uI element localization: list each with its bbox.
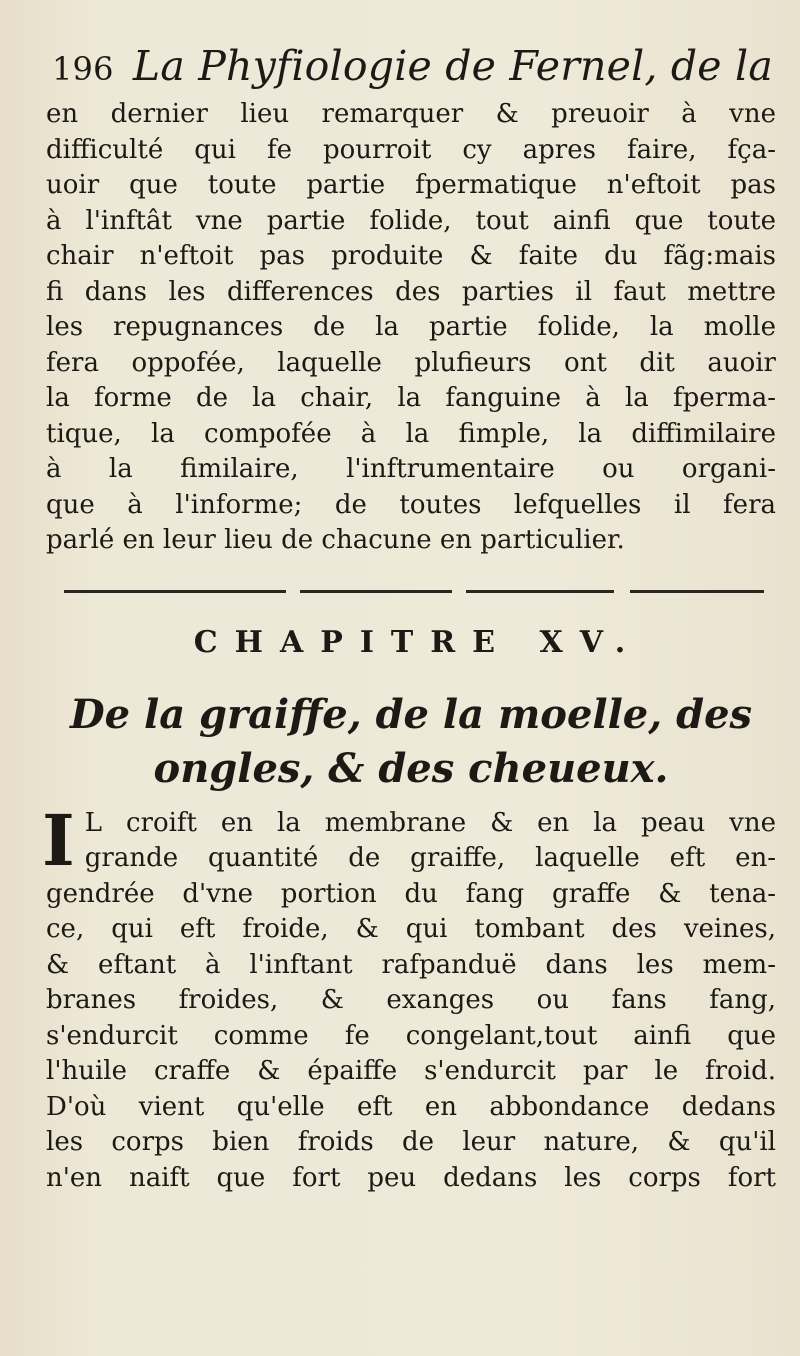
text-line: les corps bien froids de leur nature, & qu'il xyxy=(46,1127,776,1157)
text-line: n'en naift que fort peu dedans les corps fort xyxy=(46,1162,776,1193)
text-line: chair n'eftoit pas produite & faite du fãg:mais xyxy=(46,241,776,271)
paragraph-one xyxy=(46,97,776,559)
text-line: fera oppofée, laquelle plufieurs ont dit auoir xyxy=(46,347,776,378)
page-number: 196 xyxy=(52,50,114,88)
chapter-title xyxy=(46,688,776,796)
chapter-title-line: ongles, & des cheueux. xyxy=(153,744,669,792)
drop-capital: I xyxy=(42,798,75,882)
text-line: à l'inftât vne partie folide, tout ainfi que toute xyxy=(46,205,776,236)
text-line: que à l'informe; de toutes lefquelles il fera xyxy=(46,489,776,520)
text-line: L croift en la membrane & en la peau vne xyxy=(84,807,776,838)
text-line: s'endurcit comme fe congelant,tout ainfi que xyxy=(46,1020,776,1051)
text-line: & eftant à l'inftant rafpanduë dans les mem- xyxy=(46,949,776,980)
text-line: ce, qui eft froide, & qui tombant des veines, xyxy=(46,914,776,944)
text-line: l'huile craffe & épaiffe s'endurcit par le froid. xyxy=(46,1056,776,1086)
text-line: difficulté qui fe pourroit cy apres faire, fça- xyxy=(46,134,776,165)
chapter-heading: CHAPITRE XV. xyxy=(193,624,643,660)
running-head xyxy=(52,42,776,93)
ornamental-rule xyxy=(64,589,764,595)
text-line: gendrée d'vne portion du fang graffe & tena- xyxy=(46,878,776,909)
running-title: La Phyfiologie de Fernel, de la xyxy=(132,42,773,90)
text-line: la forme de la chair, la fanguine à la fperma- xyxy=(46,383,776,413)
dropcap-block xyxy=(42,798,776,882)
text-line: D'où vient qu'elle eft en abbondance dedans xyxy=(46,1091,776,1122)
text-line: à la fimilaire, l'inftrumentaire ou organi- xyxy=(46,454,776,484)
text-line: branes froides, & exanges ou fans fang, xyxy=(46,985,776,1015)
text-line: tique, la compofée à la fimple, la diffimilaire xyxy=(46,418,776,449)
paragraph-two xyxy=(42,798,776,1197)
chapter-title-line: De la graiffe, de la moelle, des xyxy=(69,690,753,738)
text-line: fi dans les differences des parties il faut mettre xyxy=(46,276,776,307)
text-line: uoir que toute partie fpermatique n'eftoit pas xyxy=(46,170,776,200)
text-line: grande quantité de graiffe, laquelle eft en- xyxy=(84,843,776,873)
text-line: parlé en leur lieu de chacune en particulier. xyxy=(46,525,625,555)
text-line: les repugnances de la partie folide, la molle xyxy=(46,312,776,342)
text-line: en dernier lieu remarquer & preuoir à vne xyxy=(46,99,776,129)
